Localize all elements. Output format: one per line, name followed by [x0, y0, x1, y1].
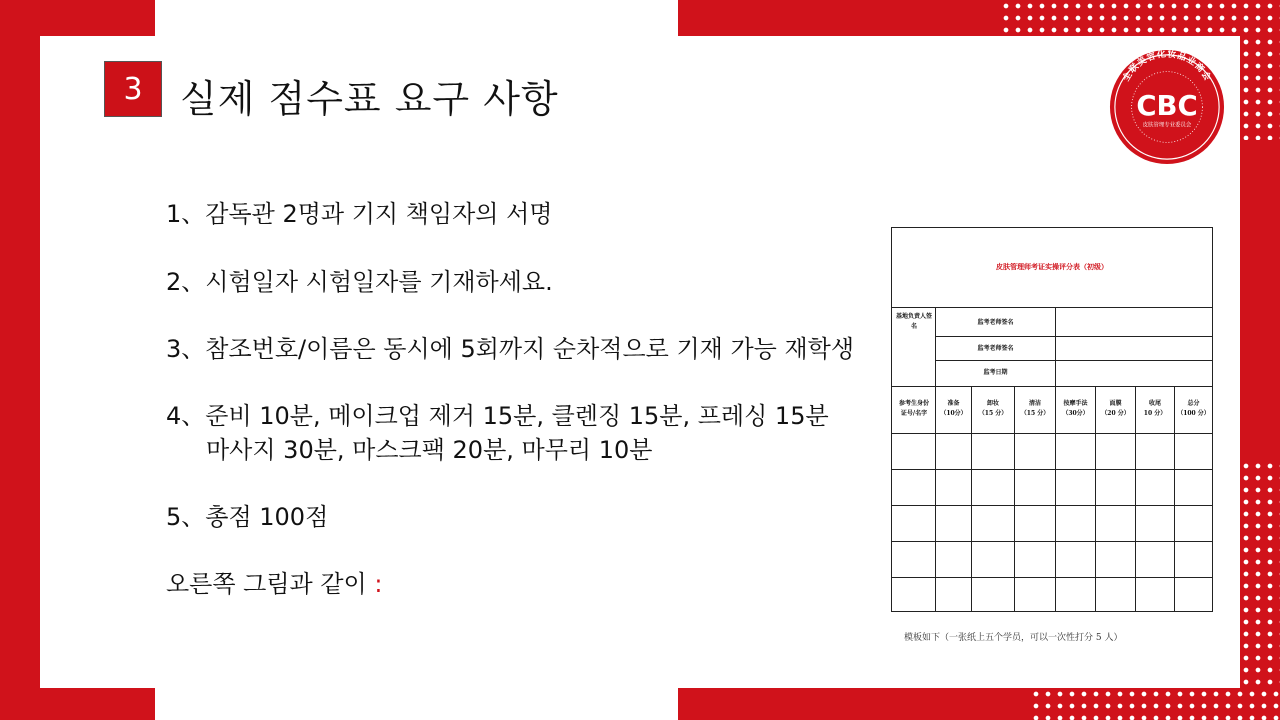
score-sheet-caption: 模板如下（一张纸上五个学员，可以一次性打分 5 人） — [904, 633, 1123, 643]
requirement-1: 1、감독관 2명과 기지 책임자의 서명 — [166, 200, 553, 228]
frame-left — [0, 0, 40, 720]
frame-bottom-left — [0, 688, 155, 720]
see-right-text: 오른쪽 그림과 같이 — [166, 570, 367, 598]
proctor-signature-1-label: 监考老师签名 — [977, 319, 1014, 326]
slide-number-badge: 3 — [104, 61, 162, 117]
frame-right — [1240, 140, 1280, 460]
column-header-preparation: 准备 （10分） — [940, 400, 967, 417]
column-header-total: 总分 （100 分） — [1177, 400, 1210, 417]
column-header-cleansing: 清洁 （15 分） — [1020, 400, 1050, 417]
exam-date-label: 监考日期 — [983, 369, 1008, 376]
slide-title: 실제 점수표 요구 사항 — [180, 77, 559, 121]
requirement-4-continued: 마사지 30분, 마스크팩 20분, 마무리 10분 — [206, 436, 653, 464]
requirement-5: 5、총점 100점 — [166, 503, 329, 531]
see-right-note — [166, 564, 382, 599]
dot-pattern-right — [1240, 460, 1280, 688]
logo-ring-text: 全联美容化妆品业商会 — [1121, 49, 1213, 84]
requirement-4: 4、준비 10분, 메이크업 제거 15분, 클렌징 15분, 프레싱 15분 — [166, 402, 829, 430]
proctor-signature-2-label: 监考老师签名 — [977, 345, 1014, 352]
column-header-student-id: 参考生身份 证号/名字 — [898, 400, 929, 417]
dot-pattern-bottom-right — [1030, 688, 1280, 720]
frame-top-right — [678, 0, 1000, 36]
base-leader-signature-label: 基地负责人签名 — [895, 313, 932, 330]
cbc-logo — [1108, 48, 1226, 166]
column-header-massage: 按摩手法 （30分） — [1062, 400, 1089, 417]
see-right-colon: : — [374, 570, 383, 598]
column-header-mask: 面膜 （20 分） — [1101, 400, 1130, 417]
frame-bottom-right — [678, 688, 1030, 720]
column-header-finishing: 收尾 10 分） — [1143, 400, 1167, 417]
score-sheet — [891, 227, 1213, 612]
logo-sub-text: 皮肤管理专业委员会 — [1142, 122, 1192, 129]
logo-main-text: CBC — [1136, 89, 1198, 122]
score-sheet-title: 皮肤管理师考证实操评分表（初级） — [996, 262, 1108, 271]
requirement-3: 3、참조번호/이름은 동시에 5회까지 순차적으로 기재 가능 재학생 — [166, 335, 854, 363]
requirement-2: 2、시험일자 시험일자를 기재하세요. — [166, 268, 553, 296]
column-header-makeup-removal: 卸妆 （15 分） — [978, 400, 1008, 417]
